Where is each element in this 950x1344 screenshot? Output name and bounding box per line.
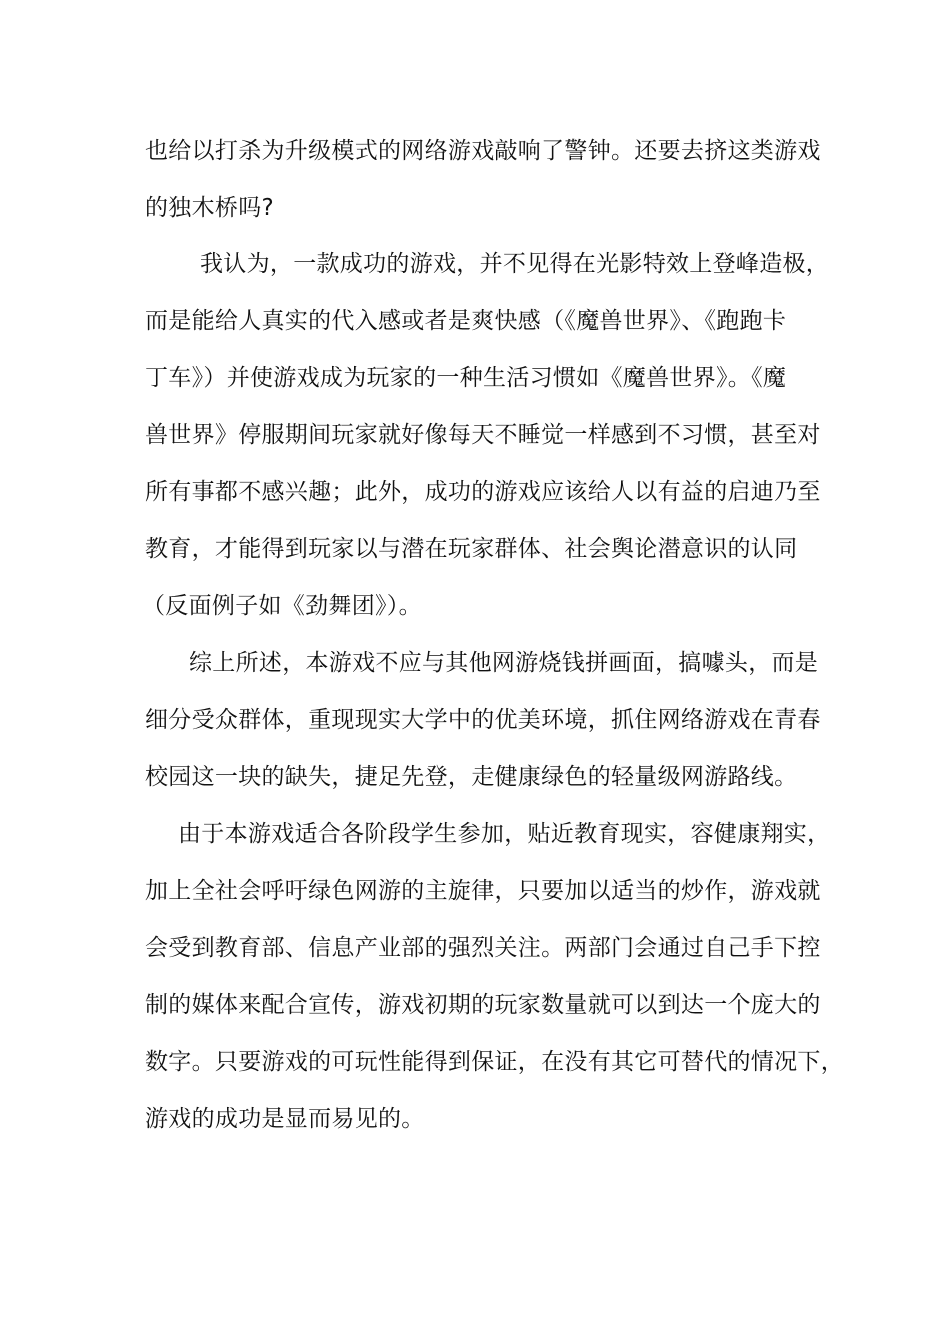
text-line: 所有事都不感兴趣；此外，成功的游戏应该给人以有益的启迪乃至 [145,479,821,505]
text-line: 会受到教育部、信息产业部的强烈关注。两部门会通过自己手下控 [145,935,821,961]
text-line: 教育，才能得到玩家以与潜在玩家群体、社会舆论潜意识的认同 [145,536,798,562]
paragraph-start-line: 我认为，一款成功的游戏，并不见得在光影特效上登峰造极， [200,251,830,277]
text-line: 校园这一块的缺失，捷足先登，走健康绿色的轻量级网游路线。 [145,764,798,790]
text-line: 而是能给人真实的代入感或者是爽快感（《魔兽世界》、《跑跑卡 [145,308,787,334]
paragraph-start-line: 综上所述，本游戏不应与其他网游烧钱拼画面，搞噱头，而是 [189,650,819,676]
text-line: 加上全社会呼吁绿色网游的主旋律，只要加以适当的炒作，游戏就 [145,878,821,904]
text-line: 游戏的成功是显而易见的。 [145,1106,425,1132]
text-line: 数字。只要游戏的可玩性能得到保证，在没有其它可替代的情况下， [145,1049,844,1075]
text-line: 的独木桥吗? [145,195,275,221]
text-line: 兽世界》停服期间玩家就好像每天不睡觉一样感到不习惯，甚至对 [145,422,821,448]
text-line: 丁车》）并使游戏成为玩家的一种生活习惯如《魔兽世界》。《魔 [145,365,787,391]
text-line: 制的媒体来配合宣传，游戏初期的玩家数量就可以到达一个庞大的 [145,992,821,1018]
text-line: （反面例子如《劲舞团》）。 [142,593,422,619]
paragraph-start-line: 由于本游戏适合各阶段学生参加，贴近教育现实，容健康翔实， [178,821,831,847]
text-line: 细分受众群体，重现现实大学中的优美环境，抓住网络游戏在青春 [145,707,821,733]
text-line: 也给以打杀为升级模式的网络游戏敲响了警钟。还要去挤这类游戏 [145,138,821,164]
